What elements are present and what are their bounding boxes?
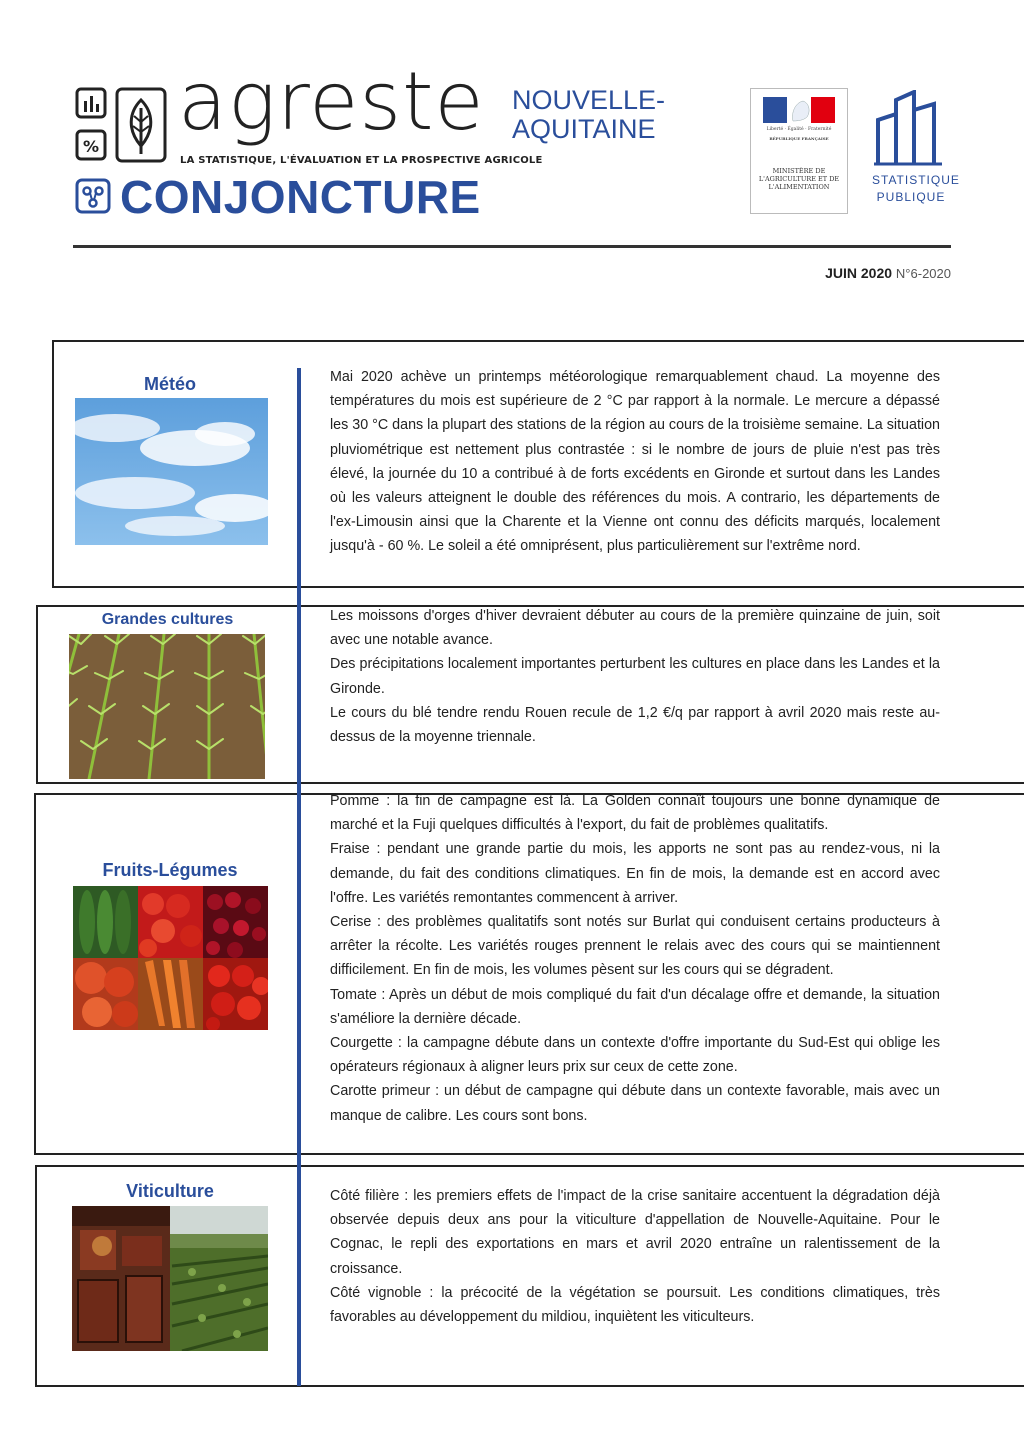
paragraph: Côté filière : les premiers effets de l'impact de la crise sanitaire accentuent la dégradation déjà observée depuis deux ans pour la viticulture d'appellation de Nouvelle-Aquitaine. Pour le Cognac, le repli des exportations en mars et avril 2020 entraîne un ralentissement de la croissance. xyxy=(330,1188,940,1277)
issue-month: JUIN 2020 xyxy=(825,265,893,281)
section-text-viticulture xyxy=(330,1184,940,1329)
series-title: CONJONCTURE xyxy=(120,171,481,223)
paragraph: Le cours du blé tendre rendu Rouen recule de 1,2 €/q par rapport à avril 2020 mais reste au-dessus de la moyenne triennale. xyxy=(330,704,940,746)
region-line-1: NOUVELLE- xyxy=(512,85,666,115)
section-title-meteo: Météo xyxy=(143,374,196,394)
header-rule xyxy=(73,245,951,248)
region-name xyxy=(512,86,665,144)
agreste-logo-icons xyxy=(75,86,170,166)
stat-line-2: PUBLIQUE xyxy=(876,190,946,204)
section-title-grandes-cultures: Grandes cultures xyxy=(101,611,234,628)
section-text-grandes-cultures xyxy=(330,604,940,749)
section-text-fruits-legumes xyxy=(330,789,940,1128)
svg-text:%: % xyxy=(82,137,100,156)
crop-field-image xyxy=(69,634,265,779)
section-title-viticulture: Viticulture xyxy=(126,1181,214,1201)
network-icon xyxy=(75,178,111,214)
paragraph: Pomme : la fin de campagne est là. La Golden connaît toujours une bonne dynamique de marché et la Fuji quelques difficultés à l'export, du fait de problèmes qualitatifs. xyxy=(330,793,940,834)
issue-number: N°6-2020 xyxy=(895,266,951,281)
sky-clouds-image xyxy=(75,398,268,545)
region-line-2: AQUITAINE xyxy=(512,114,656,144)
buildings-icon xyxy=(872,90,950,170)
paragraph: Cerise : des problèmes qualitatifs sont notés sur Burlat qui conduisent certains producteurs à arrêter la récolte. Les variétés rouges prennent le relais avec des cours qui se maintiennent difficilement. En fin de mois, les volumes pèsent sur les cours qui se dégradent. xyxy=(330,914,940,979)
brand-title: agreste xyxy=(178,55,485,148)
timeline-bar xyxy=(297,368,301,1386)
ministry-republic: RÉPUBLIQUE FRANÇAISE xyxy=(769,136,829,141)
paragraph: Fraise : pendant une grande partie du mois, les apports ne sont pas au rendez-vous, ni la demande, du fait des conditions climatiques. En fin de mois, la demande est en accord avec l'offre. Les variétés remontantes commencent à arriver. xyxy=(330,841,940,906)
paragraph: Les moissons d'orges d'hiver devraient débuter au cours de la première quinzaine de juin, soit avec une notable avance. xyxy=(330,608,940,649)
paragraph: Mai 2020 achève un printemps météorologique remarquablement chaud. La moyenne des températures du mois est supérieure de 2 °C par rapport à la normale. Le mercure a dépassé les 30 °C dans la plupart des stations de la région au cours de la troisième semaine. La situation pluviométrique est nettement plus contrastée : si le nombre de jours de pluie n'est pas très élevé, la journée du 10 a contribué à de forts excédents en Gironde et surtout dans les Landes où les valeurs atteignent le double des références du mois. A contrario, les départements de l'ex-Limousin ainsi que la Charente et la Vienne ont connu des déficits marqués, localement jusqu'à - 60 %. Le soleil a été omniprésent, plus particulièrement sur l'extrême nord. xyxy=(330,369,940,555)
paragraph: Carotte primeur : un début de campagne qui débute dans un contexte favorable, mais avec un manque de calibre. Les cours sont bons. xyxy=(330,1083,940,1124)
section-title-fruits-legumes: Fruits-Légumes xyxy=(102,860,238,880)
french-flag-icon xyxy=(763,97,835,123)
issue-info xyxy=(700,265,951,281)
paragraph: Tomate : Après un début de mois compliqué du fait d'un décalage offre et demande, la situation s'améliore la dernière décade. xyxy=(330,986,940,1027)
stat-line-1: STATISTIQUE xyxy=(872,173,960,187)
section-text-meteo xyxy=(330,365,940,559)
ministry-motto: Liberté · Égalité · Fraternité xyxy=(766,127,832,132)
ministry-logo xyxy=(750,88,848,214)
paragraph: Courgette : la campagne débute dans un contexte d'offre importante du Sud-Est qui oblige les opérateurs régionaux à aligner leurs prix sur ceux de cette zone. xyxy=(330,1035,940,1076)
fruits-vegetables-image xyxy=(73,886,268,1030)
statistique-publique-logo xyxy=(872,90,960,210)
brand-tagline: LA STATISTIQUE, L'ÉVALUATION ET LA PROSPECTIVE AGRICOLE xyxy=(180,155,543,166)
vineyard-image xyxy=(72,1206,268,1351)
ministry-name: MINISTÈRE DE L'AGRICULTURE ET DE L'ALIMENTATION xyxy=(758,167,840,191)
paragraph: Des précipitations localement importantes perturbent les cultures en place dans les Landes et la Gironde. xyxy=(330,656,940,697)
paragraph: Côté vignoble : la précocité de la végétation se poursuit. Les conditions climatiques, très favorables au développement du mildiou, inquiètent les viticulteurs. xyxy=(330,1284,940,1326)
